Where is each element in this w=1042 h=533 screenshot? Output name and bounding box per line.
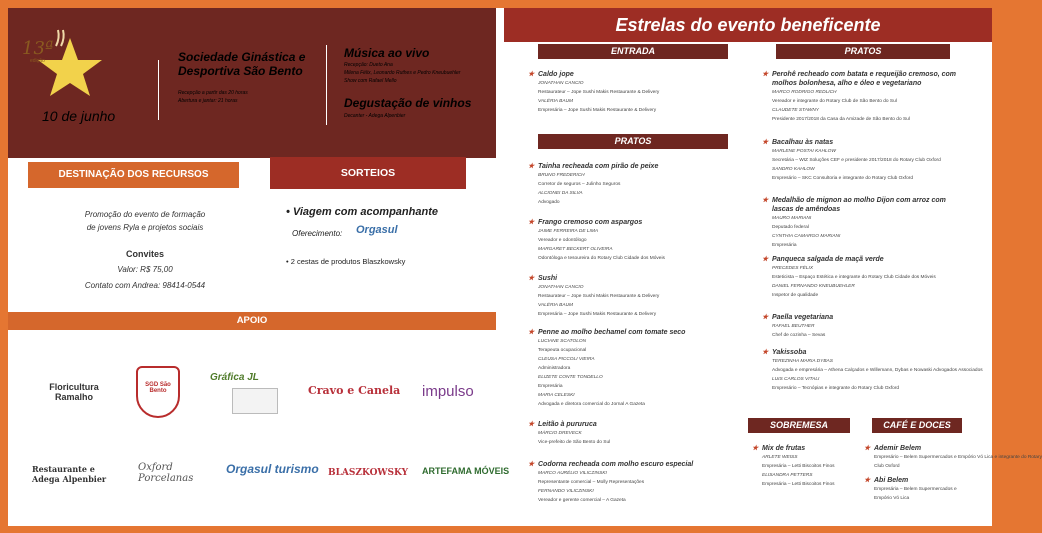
menu-item xyxy=(762,138,962,183)
person-role: Empresária xyxy=(538,384,563,389)
person-name: SANDRO KAHLOW xyxy=(772,167,815,172)
star-icon: ★ xyxy=(528,461,535,468)
sponsor-grafica: Gráfica JL xyxy=(210,372,259,383)
sorteios-label: SORTEIOS xyxy=(270,157,466,189)
sobremesa-label: SOBREMESA xyxy=(748,418,850,433)
person-role: Presidente 2017/2018 da Casa da Amizade de São Bento do Sul xyxy=(772,117,910,122)
person-role: Empresária – Jope Sushi Makis Restaurante & Delivery xyxy=(538,312,657,317)
person-name: DANIEL FERNANDO KNEUBUEHLER xyxy=(772,284,855,289)
menu-item xyxy=(762,70,962,124)
event-date: 10 de junho xyxy=(42,108,116,124)
person-name: RAFAEL BEUTHER xyxy=(772,324,815,329)
person-role: Odontóloga e tesoureira do Rotary Club Cidade dos Móveis xyxy=(538,256,665,261)
sponsor-sgd: SGD São Bento xyxy=(136,366,180,418)
person-role: Deputado federal xyxy=(772,225,809,230)
person-role: Vereador e odontólogo xyxy=(538,238,587,243)
person-role: Empresária – Jope Sushi Makis Restaurante & Delivery xyxy=(538,108,657,113)
entrada-label: ENTRADA xyxy=(538,44,728,59)
music-line: Show com Rafael Mello xyxy=(344,78,397,84)
destinacao-label: DESTINAÇÃO DOS RECURSOS xyxy=(28,162,239,188)
music-line: Milena Félix, Leonardo Ruthes e Pedro Kneubuehler xyxy=(344,70,461,76)
dish-name: ★ Penne ao molho bechamel com tomate seco xyxy=(528,329,686,336)
sponsor-cravo: Cravo e Canela xyxy=(308,384,401,397)
sorteio-item-viagem: • Viagem com acompanhante xyxy=(286,206,438,218)
person-name: VALÉRIA BAUM xyxy=(538,99,574,104)
star-icon: ★ xyxy=(528,163,535,170)
sponsor-artefama: ARTEFAMA MÓVEIS xyxy=(422,466,510,476)
sorteio-item-cestas: • 2 cestas de produtos Blaszkowsky xyxy=(286,257,406,266)
person-name: BRUNO FREDERICH xyxy=(538,173,585,178)
person-role: Empório Vó Lica xyxy=(874,496,910,501)
orgasul-logo-small: Orgasul xyxy=(356,224,398,236)
pratos-right-label: PRATOS xyxy=(776,44,950,59)
dish-name: ★ Medalhão de mignon ao molho Dijon com arroz com lascas de amêndoas xyxy=(762,197,946,213)
divider xyxy=(158,60,159,120)
star-icon: ★ xyxy=(762,197,769,204)
apoio-label: APOIO xyxy=(8,312,496,330)
venue-title: Sociedade Ginástica e Desportiva São Bento xyxy=(178,50,306,78)
convites-contato: Contato com Andrea: 98414-0544 xyxy=(84,281,206,290)
music-title: Música ao vivo xyxy=(344,46,430,60)
person-role: Corretor de seguros – Julinho Seguros xyxy=(538,182,621,187)
dish-name: ★ Sushi xyxy=(528,275,558,282)
star-icon: ★ xyxy=(762,71,769,78)
star-icon: ★ xyxy=(762,314,769,321)
person-name: JONATHAN CANCIO xyxy=(538,81,584,86)
star-icon: ★ xyxy=(528,219,535,226)
music-line: Recepção: Dueto Ana xyxy=(344,62,393,68)
menu-item xyxy=(528,162,738,207)
oferecimento-label: Oferecimento: xyxy=(292,229,343,238)
person-role: Restaurateur – Jope Sushi Makis Restaurante & Delivery xyxy=(538,294,660,299)
dish-name: ★ Leitão à pururuca xyxy=(528,421,597,428)
dish-name: ★ Mix de frutas xyxy=(752,445,806,452)
person-role: Empresária – Letti Biscoitos Finos xyxy=(762,464,835,469)
dish-name: ★ Frango cremoso com aspargos xyxy=(528,219,643,226)
star-icon: ★ xyxy=(528,275,535,282)
dish-name: ★ Yakissoba xyxy=(762,349,807,356)
person-name: PRECEDES FÉLIX xyxy=(772,266,814,271)
wine-line: Decanter - Adega Alpenbier xyxy=(344,113,406,119)
star-icon: ★ xyxy=(762,349,769,356)
person-name: ALCIONEI DA SILVA xyxy=(538,191,583,196)
dish-name: ★ Codorna recheada com molho escuro especial xyxy=(528,461,694,468)
menu-item xyxy=(762,196,962,250)
menu-item xyxy=(762,255,962,300)
person-role: Empresário – Belem Supermercados e Empório Vó Lica e integrante do Rotary xyxy=(874,455,1042,460)
person-name: VALÉRIA BAUM xyxy=(538,303,574,308)
menu-item xyxy=(528,70,738,115)
grafica-image xyxy=(232,388,278,414)
sponsor-oxford: Oxford Porcelanas xyxy=(138,462,194,484)
person-name: JONATHAN CANCIO xyxy=(538,285,584,290)
person-name: TEREZINHA MARIA DYBAS xyxy=(772,359,833,364)
person-name: ARLETE WEISS xyxy=(762,455,798,460)
sponsor-floricultura: Floricultura Ramalho xyxy=(49,382,99,402)
sponsor-alpenbier: Restaurante e Adega Alpenbier xyxy=(32,464,107,484)
person-role: Empresário – Tecnópias e integrante do Rotary Club Oxford xyxy=(772,386,900,391)
person-role: Vereador e integrante do Rotary Club de São Bento do Sul xyxy=(772,99,897,104)
star-icon: ★ xyxy=(752,445,759,452)
pratos-left-label: PRATOS xyxy=(538,134,728,149)
person-role: Empresária – Belem Supermercados e xyxy=(874,487,957,492)
person-role: Esteticista – Espaço Estética e integrante do Rotary Club Cidade dos Móveis xyxy=(772,275,936,280)
venue-line: Abertura e jantar: 21 horas xyxy=(178,98,238,104)
person-name: ELIZETE CONTE TONDELLO xyxy=(538,375,603,380)
person-role: Restaurateur – Jope Sushi Makis Restaurante & Delivery xyxy=(538,90,660,95)
star-icon: ★ xyxy=(762,139,769,146)
menu-item xyxy=(528,274,738,319)
person-role: Vice-prefeito de São Bento do Sul xyxy=(538,440,611,445)
person-name: LUCIANE SCATOLON xyxy=(538,339,587,344)
dish-name: ★ Perohê recheado com batata e requeijão cremoso, com molhos bolonhesa, alho e óleo e vegetariano xyxy=(762,71,957,87)
sponsor-orgasul: Orgasul turismo xyxy=(226,462,319,476)
badge-number: 13ª xyxy=(22,38,54,59)
menu-item xyxy=(528,460,738,505)
person-role: Administradora xyxy=(538,366,571,371)
destinacao-line: de jovens Ryla e projetos sociais xyxy=(86,223,204,232)
right-title: Estrelas do evento beneficente xyxy=(504,8,992,42)
cafe-label: CAFÉ E DOCES xyxy=(872,418,962,433)
person-role: Empresário – SKC Consultoria e integrante do Rotary Club Oxford xyxy=(772,176,914,181)
person-name: LUIS CARLOS VITALI xyxy=(772,377,820,382)
dish-name: ★ Panqueca salgada de maçã verde xyxy=(762,256,884,263)
star-icon: ★ xyxy=(528,421,535,428)
person-role: Chef de cozinha – Sevas xyxy=(772,333,826,338)
person-role: Empresária – Letti Biscoitos Finos xyxy=(762,482,835,487)
person-name: MARCO RODRIGO REDLICH xyxy=(772,90,837,95)
menu-item xyxy=(752,444,862,489)
convites-valor: Valor: R$ 75,00 xyxy=(117,265,173,274)
destinacao-text xyxy=(60,208,230,234)
person-name: CLEUSA PICCOLI VIEIRA xyxy=(538,357,595,362)
person-role: Representante comercial – Molly Representações xyxy=(538,480,645,485)
person-name: CLAUDETE STAWNY xyxy=(772,108,819,113)
dish-name: ★ Paella vegetariana xyxy=(762,314,834,321)
person-name: MAURO MARIANI xyxy=(772,216,812,221)
person-name: FERNANDO VILICZINSKI xyxy=(538,489,594,494)
person-role: Club Oxford xyxy=(874,464,900,469)
person-name: MARGARET BECKERT OLIVEIRA xyxy=(538,247,613,252)
sponsor-impulso: impulso xyxy=(422,383,474,400)
menu-item xyxy=(864,476,984,503)
person-role: Terapeuta ocupacional xyxy=(538,348,587,353)
menu-item xyxy=(762,348,983,393)
menu-item xyxy=(528,218,738,263)
person-role: Advogado xyxy=(538,200,560,205)
star-icon: ★ xyxy=(528,329,535,336)
star-icon: ★ xyxy=(864,445,871,452)
dish-name: ★ Caldo jope xyxy=(528,71,574,78)
person-name: MÁRCIO DREVECK xyxy=(538,431,582,436)
destinacao-line: Promoção do evento de formação xyxy=(84,210,206,219)
person-name: MARLENE POSTAI KAHLOW xyxy=(772,149,836,154)
star-icon: ★ xyxy=(762,256,769,263)
dish-name: ★ Bacalhau às natas xyxy=(762,139,834,146)
wine-title: Degustação de vinhos xyxy=(344,96,472,110)
person-role: Advogada e diretora comercial do Jornal A Gazeta xyxy=(538,402,645,407)
person-name: MARCO AURÉLIO VILICZINSKI xyxy=(538,471,607,476)
convites-title: Convites xyxy=(125,249,164,259)
person-role: Empresária xyxy=(772,243,797,248)
dish-name: ★ Ademir Belem xyxy=(864,445,922,452)
star-icon: ★ xyxy=(864,477,871,484)
person-role: Vereador e gerente comercial – A Gazeta xyxy=(538,498,626,503)
person-name: ELISANDRA PETTERS xyxy=(762,473,813,478)
sponsor-blaszkowsky: BLASZKOWSKY xyxy=(328,468,409,478)
person-role: Inspetor de qualidade xyxy=(772,293,819,298)
person-name: CYNTHIA CAMARGO MARIANI xyxy=(772,234,841,239)
menu-item xyxy=(864,444,1042,471)
dish-name: ★ Abi Belem xyxy=(864,477,909,484)
person-role: Secretária – WIZ Soluções CEF e presidente 2017/2018 do Rotary Club Oxford xyxy=(772,158,941,163)
venue-line: Recepção a partir das 20 horas xyxy=(178,90,248,96)
badge-sub: edição xyxy=(30,58,45,64)
star-icon: ★ xyxy=(528,71,535,78)
dish-name: ★ Tainha recheada com pirão de peixe xyxy=(528,163,659,170)
menu-item xyxy=(528,328,738,409)
person-name: JAIME FERREIRA DE LIMA xyxy=(538,229,599,234)
person-role: Advogada e empresária – Athena Calçados e Willemann, Dybas e Nowaski Advogados Associados xyxy=(772,368,983,373)
menu-item xyxy=(528,420,738,447)
person-name: MARIA CELESKI xyxy=(538,393,575,398)
menu-item xyxy=(762,313,962,340)
